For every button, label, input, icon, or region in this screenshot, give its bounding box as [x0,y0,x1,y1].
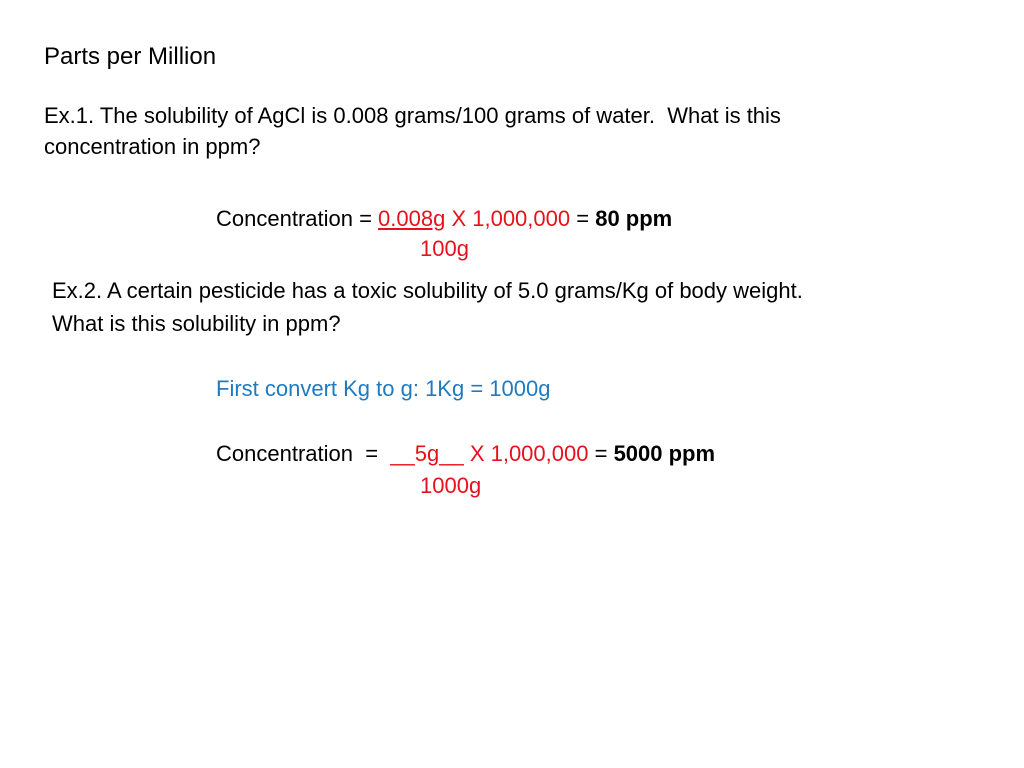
ex1-numerator: 0.008g [378,206,446,231]
page-title: Parts per Million [44,43,217,70]
ex2-result: 5000 ppm [613,441,716,466]
ex1-calculation [216,206,672,232]
ex1-equals: = [570,206,596,231]
ex2-calc-label: Concentration = [216,441,391,466]
ex1-denominator: 100g [420,236,469,261]
ex1-result: 80 ppm [595,206,673,231]
ex2-equals: = [588,441,614,466]
ex1-multiplier: X 1,000,000 [445,206,571,231]
ex1-question-line2: concentration in ppm? [44,134,261,159]
ex1-question-line1: Ex.1. The solubility of AgCl is 0.008 grams/100 grams of water. What is this [44,103,781,128]
ex2-numerator: __5g__ [390,441,464,466]
ex2-multiplier: X 1,000,000 [463,441,589,466]
ex2-convert-note: First convert Kg to g: 1Kg = 1000g [216,376,551,401]
ex2-calculation [216,441,715,467]
ex2-question-line2: What is this solubility in ppm? [52,311,341,336]
ex1-calc-label: Concentration = [216,206,379,231]
ex2-question-line1: Ex.2. A certain pesticide has a toxic solubility of 5.0 grams/Kg of body weight. [52,278,803,303]
ex2-denominator: 1000g [420,473,482,498]
